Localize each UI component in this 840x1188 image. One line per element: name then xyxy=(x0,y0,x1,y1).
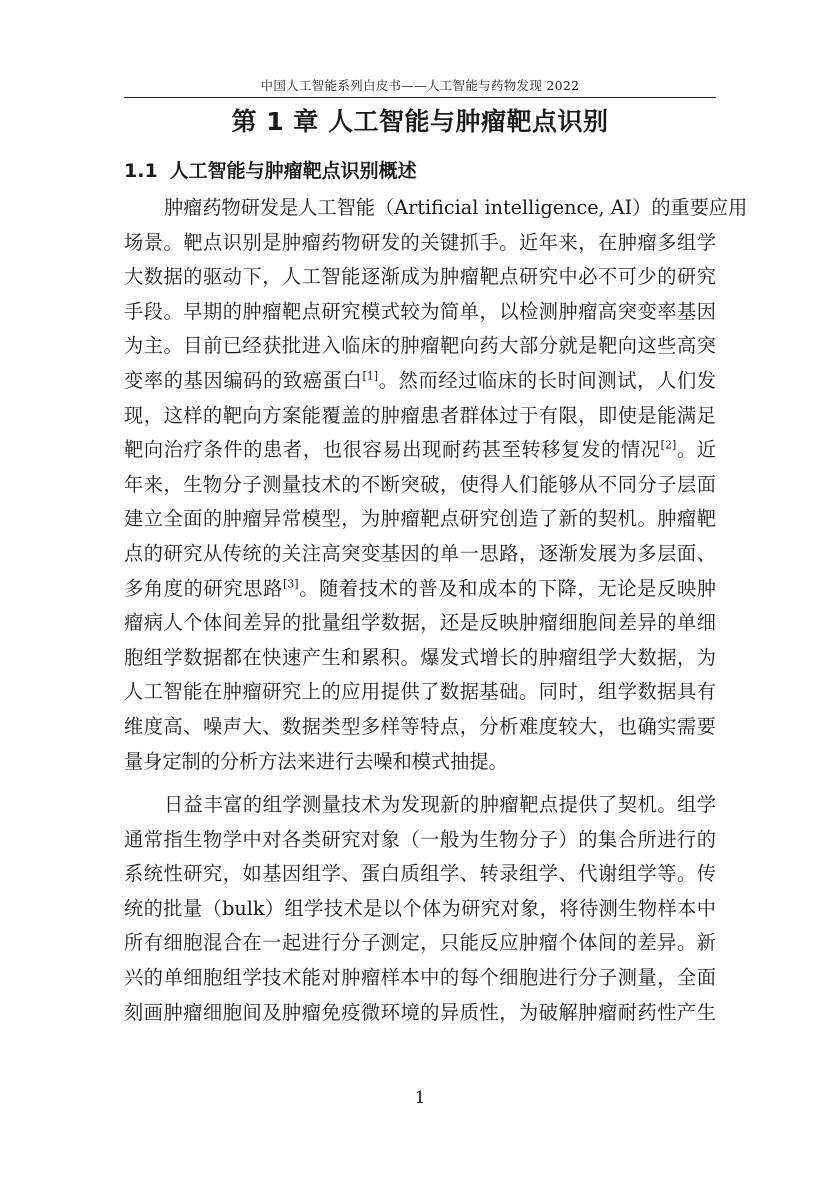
text-line: 多角度的研究思路[3]。随着技术的普及和成本的下降，无论是反映肿 xyxy=(124,576,717,600)
text-line: 通常指生物学中对各类研究对象（一般为生物分子）的集合所进行的 xyxy=(124,827,716,851)
text-line: 现，这样的靶向方案能覆盖的肿瘤患者群体过于有限，即使是能满足 xyxy=(124,403,716,427)
section-number: 1.1 xyxy=(124,160,158,182)
text-line: 刻画肿瘤细胞间及肿瘤免疫微环境的异质性，为破解肿瘤耐药性产生 xyxy=(124,1000,716,1024)
paragraph-1 xyxy=(124,191,748,779)
text-line: 场景。靶点识别是肿瘤药物研发的关键抓手。近年来，在肿瘤多组学 xyxy=(124,230,716,254)
chapter-title: 第 1 章 人工智能与肿瘤靶点识别 xyxy=(231,107,609,136)
text-line: 为主。目前已经获批进入临床的肿瘤靶向药大部分就是靶向这些高突 xyxy=(124,334,716,358)
text-line: 手段。早期的肿瘤靶点研究模式较为简单，以检测肿瘤高突变率基因 xyxy=(124,299,716,323)
text-line: 点的研究从传统的关注高突变基因的单一思路，逐渐发展为多层面、 xyxy=(124,541,716,565)
paragraph-gap xyxy=(124,779,716,788)
text-line: 所有细胞混合在一起进行分子测定，只能反应肿瘤个体间的差异。新 xyxy=(124,931,716,955)
text-line: 年来，生物分子测量技术的不断突破，使得人们能够从不同分子层面 xyxy=(124,472,716,496)
text-line: 胞组学数据都在快速产生和累积。爆发式增长的肿瘤组学大数据，为 xyxy=(124,645,716,669)
text-line: 建立全面的肿瘤异常模型，为肿瘤靶点研究创造了新的契机。肿瘤靶 xyxy=(124,507,716,531)
page-number: 1 xyxy=(414,1088,426,1108)
citation-marker: [3] xyxy=(283,577,299,591)
body-text xyxy=(124,191,748,1030)
paragraph-2 xyxy=(124,788,716,1030)
text-line: 瘤病人个体间差异的批量组学数据，还是反映肿瘤细胞间差异的单细 xyxy=(124,611,716,635)
text-line: 兴的单细胞组学技术能对肿瘤样本中的每个细胞进行分子测量，全面 xyxy=(124,966,716,990)
running-header: 中国人工智能系列白皮书——人工智能与药物发现 2022 xyxy=(260,78,580,93)
text-line: 靶向治疗条件的患者，也很容易出现耐药甚至转移复发的情况[2]。近 xyxy=(124,438,717,462)
text-line: 变率的基因编码的致癌蛋白[1]。然而经过临床的长时间测试，人们发 xyxy=(124,368,717,392)
text-line: 系统性研究，如基因组学、蛋白质组学、转录组学、代谢组学等。传 xyxy=(124,862,716,886)
citation-marker: [2] xyxy=(660,438,677,452)
header-rule xyxy=(124,97,716,98)
text-line: 统的批量（bulk）组学技术是以个体为研究对象，将待测生物样本中 xyxy=(124,896,716,920)
text-line: 大数据的驱动下，人工智能逐渐成为肿瘤靶点研究中必不可少的研究 xyxy=(124,265,716,289)
section-title: 人工智能与肿瘤靶点识别概述 xyxy=(169,160,417,182)
citation-marker: [1] xyxy=(362,369,379,383)
text-line: 肿瘤药物研发是人工智能（Artificial intelligence, AI）的重要应用 xyxy=(164,196,748,219)
text-line: 人工智能在肿瘤研究上的应用提供了数据基础。同时，组学数据具有 xyxy=(124,680,716,704)
text-line: 维度高、噪声大、数据类型多样等特点，分析难度较大，也确实需要 xyxy=(124,714,716,738)
section-heading xyxy=(124,156,417,186)
text-line: 量身定制的分析方法来进行去噪和模式抽提。 xyxy=(124,749,508,773)
text-line: 日益丰富的组学测量技术为发现新的肿瘤靶点提供了契机。组学 xyxy=(164,793,716,817)
